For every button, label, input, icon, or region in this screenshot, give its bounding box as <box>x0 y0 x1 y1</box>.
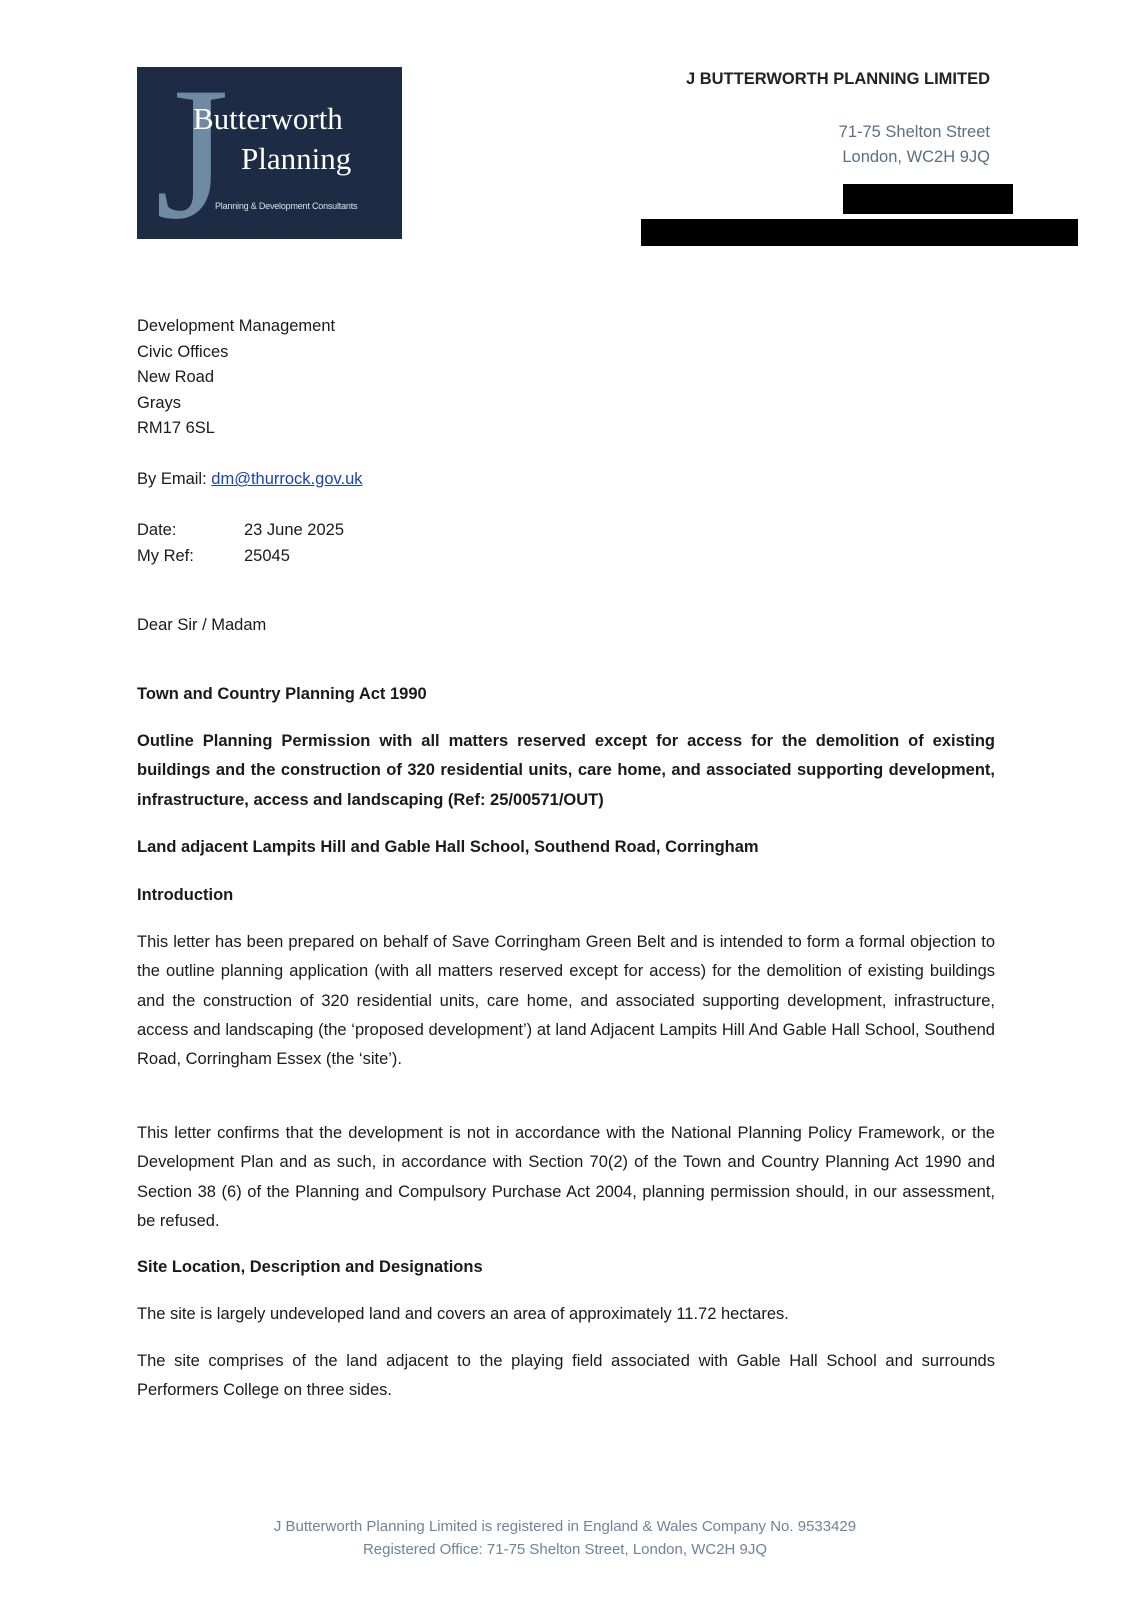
recipient-line: Civic Offices <box>137 342 229 361</box>
redaction-block <box>641 219 1078 246</box>
footer-line: J Butterworth Planning Limited is registered in England & Wales Company No. 9533429 <box>273 1518 857 1535</box>
address-line: London, WC2H 9JQ <box>842 148 990 166</box>
address-line: 71-75 Shelton Street <box>838 123 990 141</box>
redaction-block <box>843 184 1013 214</box>
email-label: By Email: <box>137 470 207 488</box>
act-heading: Town and Country Planning Act 1990 <box>137 685 427 703</box>
logo-initial: J <box>155 67 229 239</box>
company-address <box>839 120 990 170</box>
logo-line2: Planning <box>241 141 352 176</box>
recipient-line: New Road <box>137 368 215 386</box>
paragraph: This letter confirms that the development is not in accordance with the National Planning Policy Framework, or the Development Plan and as such, in accordance with Section 70(2) of the Town and Country Planning Act 1990 and Section 38 (6) of the Planning and Compulsory Purchase Act 2004, planning permission should, in our assessment, be refused. <box>137 1124 995 1230</box>
logo-line1: Butterworth <box>193 101 343 136</box>
ref-label: My Ref: <box>137 546 194 565</box>
paragraph: The site is largely undeveloped land and covers an area of approximately 11.72 hectares. <box>137 1305 789 1323</box>
recipient-line: Grays <box>137 393 182 412</box>
date-label: Date: <box>137 521 177 539</box>
date-value: 23 June 2025 <box>244 521 345 539</box>
proposal-heading: Outline Planning Permission with all matters reserved except for access for the demolition of existing buildings and the construction of 320 residential units, care home, and associated supporting development, infrastructure, access and landscaping (Ref: 25/00571/OUT) <box>137 732 995 809</box>
email-line <box>137 467 363 493</box>
company-logo <box>137 67 402 239</box>
footer <box>0 1515 1130 1561</box>
salutation: Dear Sir / Madam <box>137 616 267 634</box>
email-link[interactable]: dm@thurrock.gov.uk <box>211 470 363 488</box>
ref-value: 25045 <box>244 546 290 565</box>
logo-tagline: Planning & Development Consultants <box>215 201 358 211</box>
company-name: J BUTTERWORTH PLANNING LIMITED <box>685 70 990 88</box>
recipient-address <box>137 314 335 442</box>
recipient-line: Development Management <box>137 317 336 335</box>
letter-meta <box>137 518 344 569</box>
section-heading: Introduction <box>137 886 234 904</box>
paragraph: This letter has been prepared on behalf of Save Corringham Green Belt and is intended to form a formal objection to the outline planning application (with all matters reserved except for access) for the demolition of existing buildings and the construction of 320 residential units, care home, and associated supporting development, infrastructure, access and landscaping (the ‘proposed development’) at land Adjacent Lampits Hill And Gable Hall School, Southend Road, Corringham Essex (the ‘site’). <box>137 933 995 1069</box>
section-heading: Site Location, Description and Designations <box>137 1258 483 1276</box>
footer-line: Registered Office: 71-75 Shelton Street, London, WC2H 9JQ <box>362 1541 768 1558</box>
paragraph: The site comprises of the land adjacent to the playing field associated with Gable Hall School and surrounds Performers College on three sides. <box>137 1352 995 1400</box>
site-heading: Land adjacent Lampits Hill and Gable Hall School, Southend Road, Corringham <box>137 838 759 856</box>
recipient-line: RM17 6SL <box>137 419 215 437</box>
